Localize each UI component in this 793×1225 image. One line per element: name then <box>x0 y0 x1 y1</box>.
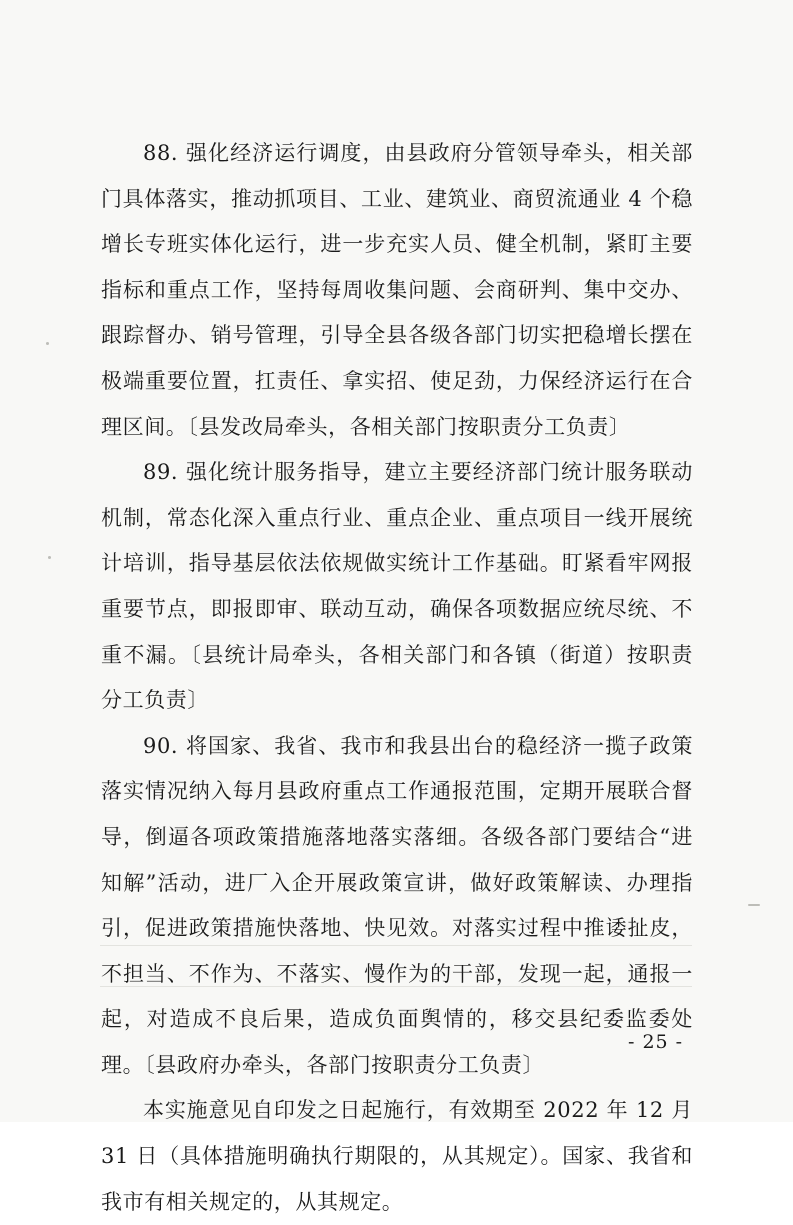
scan-mark <box>46 342 49 345</box>
page-number: - 25 - <box>628 1031 684 1053</box>
paragraph-88: 88. 强化经济运行调度，由县政府分管领导牵头，相关部门具体落实，推动抓项目、工业、建筑业、商贸流通业 4 个稳增长专班实体化运行，进一步充实人员、健全机制，紧盯主要指标和重点工作，坚持每周收集问题、会商研判、集中交办、跟踪督办、销号管理，引导全县各级各部门切实把稳增长摆在极端重要位置，扛责任、拿实招、使足劲，力保经济运行在合理区间。〔县发改局牵头，各相关部门按职责分工负责〕 <box>101 141 693 439</box>
body-text <box>101 131 693 1225</box>
paragraph-90: 90. 将国家、我省、我市和我县出台的稳经济一揽子政策落实情况纳入每月县政府重点工作通报范围，定期开展联合督导，倒逼各项政策措施落地落实落细。各级各部门要结合“进知解”活动，进厂入企开展政策宣讲，做好政策解读、办理指引，促进政策措施快落地、快见效。对落实过程中推诿扯皮，不担当、不作为、不落实、慢作为的干部，发现一起，通报一起，对造成不良后果，造成负面舆情的，移交县纪委监委处理。〔县政府办牵头，各部门按职责分工负责〕 <box>101 733 693 1077</box>
scan-mark <box>48 556 51 559</box>
scan-mark <box>748 904 760 906</box>
paragraph-89: 89. 强化统计服务指导，建立主要经济部门统计服务联动机制，常态化深入重点行业、重点企业、重点项目一线开展统计培训，指导基层依法依规做实统计工作基础。盯紧看牢网报重要节点，即报即审、联动互动，确保各项数据应统尽统、不重不漏。〔县统计局牵头，各相关部门和各镇（街道）按职责分工负责〕 <box>101 460 693 713</box>
paragraph-effective-date: 本实施意见自印发之日起施行，有效期至 2022 年 12 月 31 日（具体措施明确执行期限的，从其规定）。国家、我省和我市有相关规定的，从其规定。 <box>101 1098 693 1214</box>
